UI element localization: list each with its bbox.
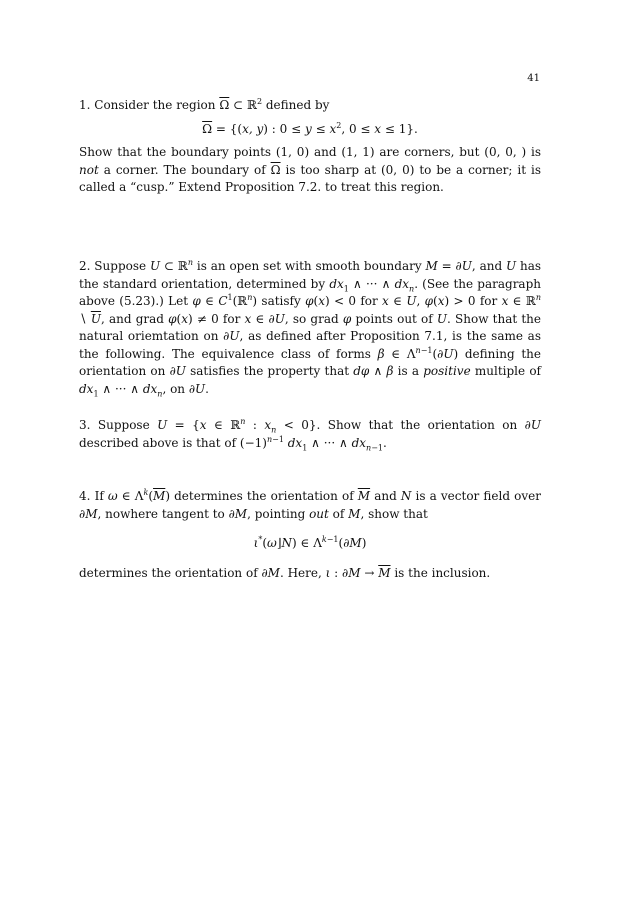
exercise-label: 2.	[79, 259, 91, 273]
exercise-label: 3.	[79, 418, 91, 432]
exercise-4-display: ι*(ω⌋N) ∈ $\Lambda^{k-1}(\partial M)$	[253, 535, 367, 550]
exercise-label: 1.	[79, 98, 91, 112]
exercise-label: 4.	[79, 489, 91, 503]
exercise-1-intro: 1. Consider the region $\overline{\Omega}$ ⊂ ℝ$^2$ defined by	[79, 97, 330, 112]
exercise-1	[79, 97, 541, 197]
exercise-3: 3. Suppose U = {x ∈ ℝ$^n$ : $x_n < 0$}. Show that the orientation on ∂U described above is that of $(-1)^{n-1}$ $dx_1$ ∧ ··· ∧ $dx_{n-1}$.	[79, 417, 541, 452]
exercise-4-intro: 4. If ω ∈ $\Lambda^k(\overline{M})$ determines the orientation of $\overline{M}$ and N is a vector field over ∂M, nowhere tangent to ∂M, pointing out of M, show that	[79, 488, 541, 521]
exercise-1-display: $\overline{\Omega} = \{(x$, y) : $0 \le y \le x^2$, 0 ≤ x ≤ 1}.	[202, 120, 418, 136]
exercise-1-body: Show that the boundary points (1, 0) and (1, 1) are corners, but (0, 0, ) is not a corner. The boundary of $\overline{\Omega}$ is too sharp at (0, 0) to be a corner; it is called a “cusp.” Extend Proposition 7.2. to treat this region.	[79, 145, 542, 194]
exercise-2: 2. Suppose U ⊂ ℝ$^n$ is an open set with smooth boundary M = ∂U, and U has the standard orientation, determined by $dx_1$ ∧ ··· ∧ $dx_n$. (See the paragraph above (5.23).) Let φ ∈ $C^1(ℝ^n)$ satisfy φ(x) < 0 for x ∈ U, φ(x) > 0 for x ∈ ℝ$^n$ ∖ $\overline{U}$, and grad φ(x) ≠ 0 for x ∈ ∂U, so grad φ points out of U. Show that the natural oriemtation on ∂U, as defined after Proposition 7.1, is the same as the following. The equivalence class of forms β ∈ $\Lambda^{n-1}(\partial U)$ defining the orientation on ∂U satisfies the property that dφ ∧ β is a positive multiple of $dx_1$ ∧ ··· ∧ $dx_n$, on ∂U.	[79, 258, 542, 398]
page-number: 41	[527, 73, 540, 84]
exercise-4-body: determines the orientation of ∂M. Here, ι : $\partial M \to \overline{M}$ is the inclusion.	[79, 565, 491, 580]
exercise-4	[79, 488, 541, 582]
